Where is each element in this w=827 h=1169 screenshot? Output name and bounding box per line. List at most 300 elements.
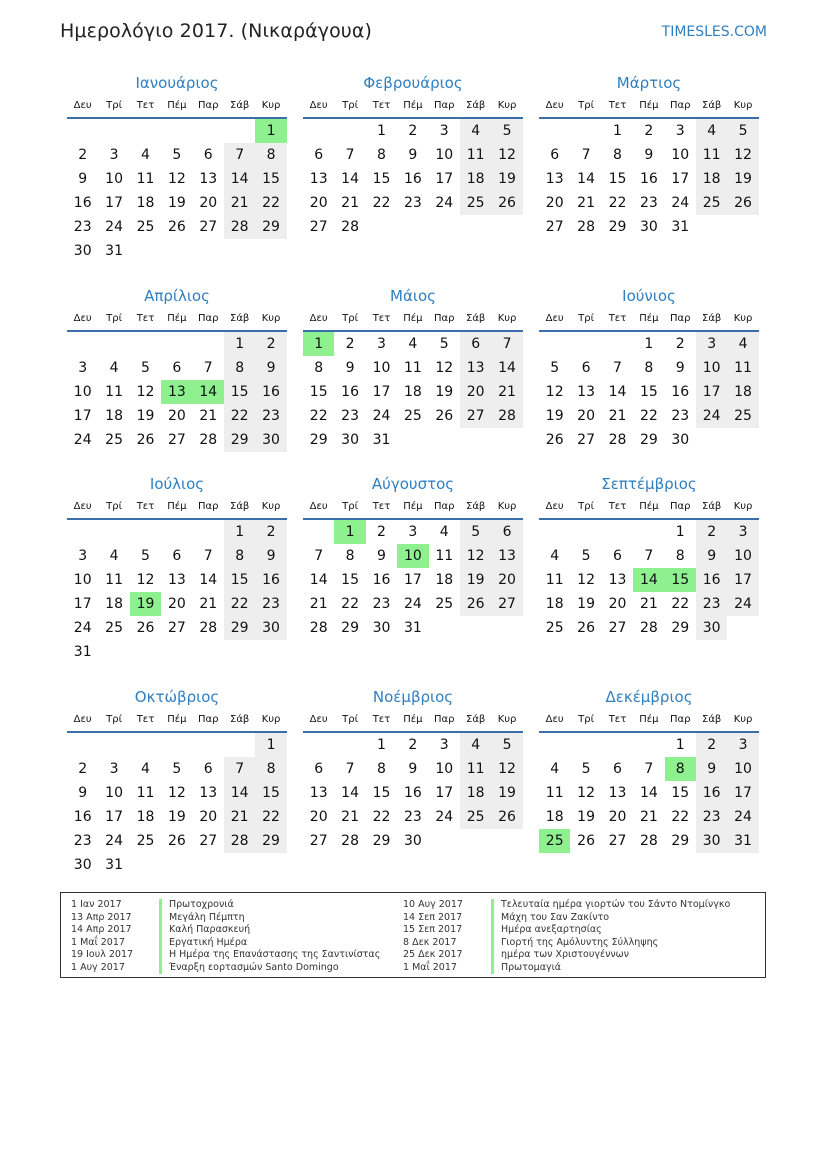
weekday-header: [303, 97, 523, 119]
week-row: [67, 520, 287, 544]
day-cell: 24: [105, 833, 123, 849]
holiday-date: 10 Αυγ 2017: [403, 899, 463, 910]
week-row: [67, 428, 287, 452]
empty-day-cell: [98, 119, 129, 143]
weekday-label: Σάβ: [466, 100, 486, 111]
holiday-name: Γιορτή της Αμόλυντης Σύλληψης: [501, 936, 659, 948]
day-cell: 12: [491, 143, 522, 167]
day-cell: 17: [73, 408, 92, 424]
day-cell: 18: [136, 809, 155, 825]
day-cell: 21: [639, 596, 658, 612]
weekday-label: Δευ: [545, 714, 564, 725]
weekday-label: Παρ: [434, 100, 455, 111]
day-cell: 7: [613, 360, 622, 376]
day-cell: 12: [577, 785, 595, 801]
day-cell: 10: [105, 785, 123, 801]
day-cell: 26: [577, 833, 595, 849]
weekday-label: Σάβ: [702, 714, 722, 725]
week-row: [67, 332, 287, 356]
day-cell: 27: [199, 833, 218, 849]
day-cell: 6: [314, 147, 324, 163]
day-cell: 13: [491, 544, 522, 568]
day-cell: 21: [309, 596, 328, 612]
weekday-label: Σάβ: [230, 501, 250, 512]
day-cell: 8: [345, 548, 355, 564]
day-cell: 23: [73, 833, 92, 849]
day-cell: 23: [255, 404, 286, 428]
weekday-label: Πέμ: [403, 714, 423, 725]
day-cell: 30: [671, 432, 690, 448]
day-cell: 1: [255, 733, 286, 757]
site-brand-link[interactable]: TIMESLES.COM: [661, 24, 767, 40]
week-row: [67, 853, 287, 877]
day-cell: 8: [224, 544, 255, 568]
day-cell: 24: [73, 620, 92, 636]
empty-day-cell: [67, 733, 98, 757]
week-row: [539, 356, 759, 380]
week-row: [67, 757, 287, 781]
empty-day-cell: [460, 616, 491, 640]
day-cell: 13: [608, 785, 627, 801]
weekday-label: Πέμ: [403, 313, 423, 324]
day-cell: 28: [491, 404, 522, 428]
empty-day-cell: [633, 733, 664, 757]
day-cell: 19: [167, 195, 186, 211]
weekday-header: [67, 498, 287, 520]
weekday-label: Τρί: [342, 501, 358, 512]
holiday-date: 19 Ιουλ 2017: [71, 949, 134, 960]
day-cell: 29: [608, 219, 627, 235]
day-cell: 13: [161, 380, 192, 404]
day-cell: 30: [73, 857, 92, 873]
day-cell: 1: [644, 336, 654, 352]
weekday-label: Τρί: [342, 100, 358, 111]
day-cell: 26: [136, 620, 155, 636]
day-cell: 13: [608, 572, 627, 588]
week-row: [303, 215, 523, 239]
holiday-name: Η Ημέρα της Επανάστασης της Σαντινίστας: [169, 949, 381, 960]
holiday-name: Έναρξη εορτασμών Santo Domingo: [169, 961, 339, 973]
weekday-label: Τετ: [136, 100, 155, 111]
day-cell: 4: [408, 336, 418, 352]
weekday-label: Πέμ: [639, 100, 659, 111]
empty-day-cell: [67, 520, 98, 544]
day-cell: 11: [136, 785, 155, 801]
day-cell: 17: [73, 596, 92, 612]
day-cell: 24: [105, 219, 123, 235]
day-cell: 11: [545, 572, 564, 588]
empty-day-cell: [491, 428, 522, 452]
weekday-label: Παρ: [670, 714, 691, 725]
week-row: [539, 757, 759, 781]
day-cell: 30: [403, 833, 422, 849]
holiday-date: 1 Μαΐ 2017: [71, 936, 125, 948]
week-row: [303, 404, 523, 428]
month-block: [303, 473, 523, 640]
day-cell: 24: [671, 195, 690, 211]
day-cell: 22: [608, 195, 627, 211]
day-cell: 4: [141, 147, 150, 163]
week-row: [67, 239, 287, 263]
day-cell: 15: [372, 171, 391, 187]
day-cell: 14: [341, 785, 359, 801]
empty-day-cell: [161, 853, 192, 877]
day-cell: 2: [644, 123, 654, 139]
week-row: [303, 616, 523, 640]
day-cell: 1: [303, 332, 334, 356]
week-row: [539, 829, 759, 853]
day-cell: 30: [696, 616, 727, 640]
weekday-header: [539, 498, 759, 520]
day-cell: 6: [613, 548, 622, 564]
day-cell: 2: [78, 147, 88, 163]
day-cell: 20: [309, 195, 328, 211]
day-cell: 22: [671, 596, 690, 612]
week-row: [303, 544, 523, 568]
day-cell: 10: [696, 356, 727, 380]
day-cell: 21: [608, 408, 627, 424]
weekday-label: Τρί: [578, 313, 594, 324]
day-cell: 3: [78, 360, 88, 376]
day-cell: 14: [577, 171, 595, 187]
day-cell: 11: [460, 757, 491, 781]
holiday-item: [71, 949, 380, 962]
day-cell: 12: [167, 785, 186, 801]
day-cell: 25: [136, 833, 155, 849]
day-cell: 26: [136, 432, 155, 448]
day-cell: 9: [78, 785, 88, 801]
week-row: [303, 805, 523, 829]
weekday-label: Τρί: [578, 501, 594, 512]
day-cell: 22: [309, 408, 328, 424]
day-cell: 21: [341, 809, 359, 825]
empty-day-cell: [727, 428, 758, 452]
week-row: [67, 404, 287, 428]
empty-day-cell: [334, 119, 365, 143]
day-cell: 15: [372, 785, 391, 801]
empty-day-cell: [130, 119, 161, 143]
empty-day-cell: [429, 829, 460, 853]
empty-day-cell: [224, 239, 255, 263]
week-row: [67, 215, 287, 239]
day-cell: 15: [224, 380, 255, 404]
week-row: [67, 616, 287, 640]
day-cell: 1: [224, 332, 255, 356]
day-cell: 19: [136, 408, 155, 424]
day-cell: 19: [130, 592, 161, 616]
day-cell: 20: [167, 408, 186, 424]
day-cell: 6: [581, 360, 591, 376]
empty-day-cell: [429, 428, 460, 452]
holiday-marker: [491, 937, 494, 950]
holiday-item: [403, 912, 730, 925]
empty-day-cell: [98, 640, 129, 664]
empty-day-cell: [460, 215, 491, 239]
day-cell: 21: [639, 809, 658, 825]
month-block: [539, 72, 759, 239]
month-block: [539, 285, 759, 452]
day-cell: 13: [460, 356, 491, 380]
day-cell: 6: [203, 761, 213, 777]
empty-day-cell: [539, 520, 570, 544]
day-cell: 25: [403, 408, 422, 424]
weekday-label: Παρ: [670, 100, 691, 111]
holiday-item: [403, 949, 730, 962]
day-cell: 5: [581, 548, 591, 564]
day-cell: 30: [639, 219, 658, 235]
weekday-label: Παρ: [198, 501, 219, 512]
day-cell: 13: [545, 171, 564, 187]
empty-day-cell: [130, 853, 161, 877]
week-row: [539, 143, 759, 167]
month-title: Απρίλιος: [144, 287, 210, 305]
day-cell: 16: [696, 781, 727, 805]
weekday-label: Σάβ: [230, 313, 250, 324]
day-cell: 27: [199, 219, 218, 235]
holiday-item: [71, 924, 380, 937]
weekday-label: Δευ: [545, 501, 564, 512]
day-cell: 21: [577, 195, 595, 211]
empty-day-cell: [161, 332, 192, 356]
day-cell: 14: [309, 572, 328, 588]
day-cell: 14: [633, 568, 664, 592]
holiday-list: [60, 892, 766, 978]
month-title: Οκτώβριος: [134, 688, 220, 706]
empty-day-cell: [491, 215, 522, 239]
day-cell: 17: [372, 384, 391, 400]
holiday-item: [71, 962, 380, 975]
empty-day-cell: [255, 640, 286, 664]
day-cell: 16: [73, 195, 92, 211]
day-cell: 15: [671, 785, 690, 801]
month-block: [67, 686, 287, 877]
day-cell: 8: [675, 548, 685, 564]
day-cell: 7: [314, 548, 324, 564]
day-cell: 20: [309, 809, 328, 825]
day-cell: 10: [727, 544, 758, 568]
holiday-column: [71, 899, 380, 974]
day-cell: 8: [377, 761, 386, 777]
day-cell: 9: [377, 548, 386, 564]
day-cell: 12: [545, 384, 564, 400]
day-cell: 13: [167, 572, 186, 588]
day-cell: 18: [545, 596, 564, 612]
day-cell: 8: [224, 356, 255, 380]
holiday-name: Τελευταία ημέρα γιορτών του Σάντο Ντομίνγκο: [501, 899, 731, 910]
empty-day-cell: [193, 853, 224, 877]
empty-day-cell: [98, 520, 129, 544]
weekday-label: Δευ: [545, 100, 564, 111]
day-cell: 8: [644, 360, 654, 376]
empty-day-cell: [602, 332, 633, 356]
empty-day-cell: [633, 520, 664, 544]
day-cell: 5: [550, 360, 560, 376]
day-cell: 9: [675, 360, 685, 376]
day-cell: 16: [372, 572, 391, 588]
week-row: [303, 592, 523, 616]
day-cell: 2: [345, 336, 355, 352]
weekday-label: Τετ: [608, 313, 627, 324]
empty-day-cell: [193, 640, 224, 664]
day-cell: 4: [460, 119, 491, 143]
day-cell: 19: [577, 809, 595, 825]
empty-day-cell: [224, 119, 255, 143]
day-cell: 7: [345, 147, 355, 163]
day-cell: 10: [397, 544, 428, 568]
day-cell: 29: [309, 432, 328, 448]
weekday-label: Τρί: [106, 100, 122, 111]
week-row: [303, 520, 523, 544]
day-cell: 7: [224, 757, 255, 781]
weekday-label: Τετ: [372, 313, 391, 324]
day-cell: 18: [696, 167, 727, 191]
day-cell: 7: [491, 332, 522, 356]
week-row: [67, 568, 287, 592]
day-cell: 16: [255, 568, 286, 592]
day-cell: 25: [136, 219, 155, 235]
day-cell: 21: [199, 596, 218, 612]
weekday-label: Κυρ: [733, 100, 753, 111]
weekday-label: Παρ: [434, 714, 455, 725]
day-cell: 24: [403, 596, 422, 612]
holiday-marker: [159, 899, 162, 912]
day-cell: 26: [491, 805, 522, 829]
day-cell: 15: [255, 167, 286, 191]
weekday-header: [539, 310, 759, 332]
day-cell: 28: [341, 219, 359, 235]
day-cell: 5: [581, 761, 591, 777]
day-cell: 9: [255, 356, 286, 380]
day-cell: 8: [255, 143, 286, 167]
empty-day-cell: [429, 616, 460, 640]
holiday-item: [403, 924, 730, 937]
holiday-marker: [159, 949, 162, 962]
day-cell: 29: [372, 833, 391, 849]
day-cell: 9: [644, 147, 654, 163]
day-cell: 22: [639, 408, 658, 424]
day-cell: 13: [199, 785, 218, 801]
day-cell: 18: [460, 781, 491, 805]
day-cell: 20: [577, 408, 595, 424]
weekday-header: [303, 711, 523, 733]
weekday-label: Τρί: [106, 714, 122, 725]
day-cell: 4: [460, 733, 491, 757]
day-cell: 1: [224, 520, 255, 544]
empty-day-cell: [255, 853, 286, 877]
day-cell: 16: [403, 171, 422, 187]
weekday-header: [539, 97, 759, 119]
weekday-label: Τετ: [608, 714, 627, 725]
week-row: [67, 191, 287, 215]
day-cell: 20: [167, 596, 186, 612]
day-cell: 5: [491, 733, 522, 757]
week-row: [539, 520, 759, 544]
day-cell: 17: [671, 171, 690, 187]
day-cell: 31: [372, 432, 391, 448]
day-cell: 11: [727, 356, 758, 380]
day-cell: 3: [439, 737, 449, 753]
day-cell: 2: [408, 737, 418, 753]
day-cell: 31: [671, 219, 690, 235]
week-row: [539, 781, 759, 805]
day-cell: 23: [696, 592, 727, 616]
weekday-header: [303, 310, 523, 332]
day-cell: 11: [105, 572, 123, 588]
day-cell: 15: [639, 384, 658, 400]
holiday-item: [71, 899, 380, 912]
day-cell: 4: [109, 360, 119, 376]
day-cell: 22: [224, 404, 255, 428]
month-title: Ιανουάριος: [135, 74, 219, 92]
day-cell: 14: [639, 785, 658, 801]
day-cell: 15: [309, 384, 328, 400]
day-cell: 17: [403, 572, 422, 588]
day-cell: 8: [665, 757, 696, 781]
holiday-name: Καλή Παρασκευή: [169, 924, 251, 935]
day-cell: 31: [105, 243, 123, 259]
holiday-item: [403, 899, 730, 912]
day-cell: 30: [255, 428, 286, 452]
empty-day-cell: [130, 733, 161, 757]
week-row: [303, 829, 523, 853]
day-cell: 14: [199, 572, 218, 588]
weekday-label: Παρ: [434, 501, 455, 512]
day-cell: 28: [224, 215, 255, 239]
holiday-item: [71, 912, 380, 925]
week-row: [303, 332, 523, 356]
day-cell: 5: [439, 336, 449, 352]
day-cell: 1: [377, 123, 386, 139]
day-cell: 1: [613, 123, 622, 139]
day-cell: 11: [403, 360, 422, 376]
month-block: [67, 473, 287, 664]
day-cell: 25: [105, 432, 123, 448]
weekday-label: Τρί: [106, 501, 122, 512]
weekday-label: Τρί: [342, 714, 358, 725]
day-cell: 26: [491, 191, 522, 215]
day-cell: 11: [545, 785, 564, 801]
weekday-label: Κυρ: [261, 313, 281, 324]
day-cell: 7: [644, 548, 654, 564]
month-title: Φεβρουάριος: [363, 74, 463, 92]
weekday-label: Τρί: [106, 313, 122, 324]
day-cell: 16: [341, 384, 359, 400]
day-cell: 2: [377, 524, 386, 540]
day-cell: 8: [613, 147, 622, 163]
day-cell: 4: [550, 761, 560, 777]
day-cell: 26: [577, 620, 595, 636]
day-cell: 5: [172, 761, 182, 777]
day-cell: 16: [255, 380, 286, 404]
empty-day-cell: [193, 119, 224, 143]
day-cell: 5: [141, 360, 150, 376]
holiday-date: 15 Σεπ 2017: [403, 924, 463, 935]
weekday-header: [303, 498, 523, 520]
day-cell: 14: [608, 384, 627, 400]
day-cell: 22: [341, 596, 359, 612]
day-cell: 20: [608, 809, 627, 825]
day-cell: 20: [491, 568, 522, 592]
day-cell: 1: [334, 520, 365, 544]
day-cell: 20: [460, 380, 491, 404]
day-cell: 12: [167, 171, 186, 187]
holiday-marker: [491, 924, 494, 937]
day-cell: 27: [545, 219, 564, 235]
weekday-label: Τετ: [608, 501, 627, 512]
empty-day-cell: [98, 733, 129, 757]
weekday-label: Σάβ: [466, 313, 486, 324]
weekday-header: [67, 310, 287, 332]
